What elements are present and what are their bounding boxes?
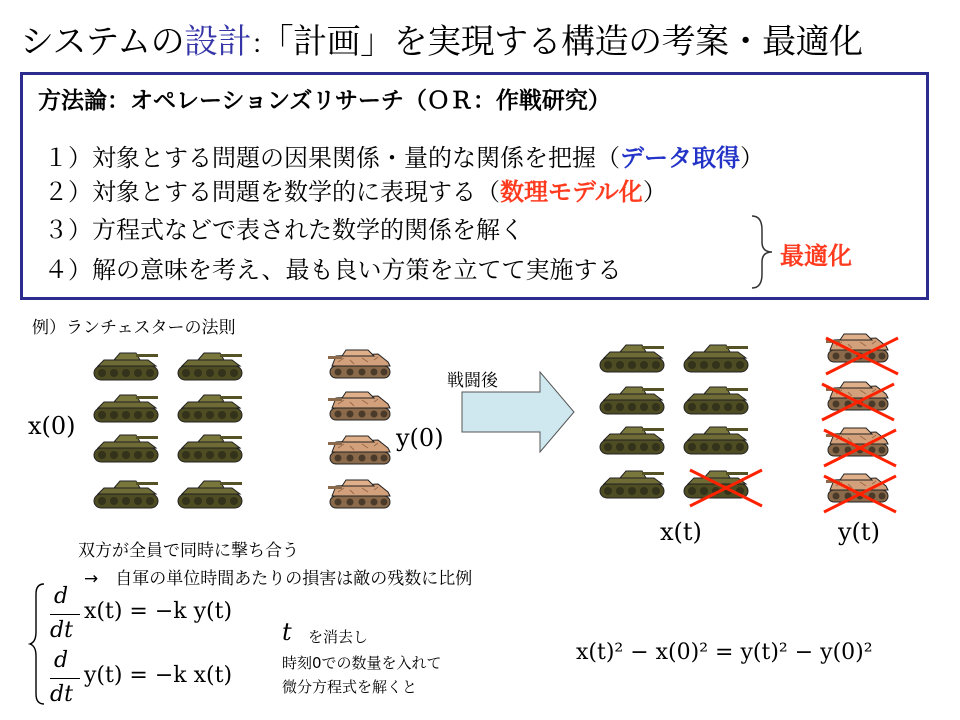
title-main: システムの: [20, 22, 185, 62]
yt-label: y(t): [838, 518, 880, 546]
elim-var: t: [282, 618, 292, 646]
eq1-fraction-bar: [50, 614, 80, 615]
step-1: １）対象とする問題の因果関係・量的な関係を把握（データ取得）: [44, 144, 764, 172]
caption-2: → 自軍の単位時間あたりの損害は敵の残数に比例: [84, 569, 473, 589]
eq1-dt: dt: [50, 618, 73, 643]
after-battle-label: 戦闘後: [447, 371, 498, 391]
step-2: ２）対象とする問題を数学的に表現する（数理モデル化）: [44, 178, 667, 206]
equation-1: x(t) = −k y(t): [84, 599, 233, 624]
elim-line-1: を消去し: [308, 628, 369, 646]
title-rest: 「計画」を実現する構造の考案・最適化: [276, 22, 863, 62]
tan-tanks-initial: [328, 350, 390, 508]
y0-label: y(0): [396, 424, 444, 452]
step-3: ３）方程式などで表された数学的関係を解く: [44, 216, 524, 244]
green-tanks-after: [600, 345, 762, 506]
tan-tanks-after: [822, 334, 898, 512]
eq2-dt: dt: [50, 682, 73, 707]
elim-line-2: 時刻0での数量を入れて: [282, 654, 442, 672]
title-sep: ：: [251, 30, 277, 60]
result-equation: x(t)² − x(0)² = y(t)² − y(0)²: [576, 640, 873, 665]
x0-label: x(0): [28, 412, 76, 440]
method-heading: 方法論：オペレーションズリサーチ（ＯＲ：作戦研究）: [38, 88, 611, 114]
xt-label: x(t): [660, 518, 702, 546]
step-4: ４）解の意味を考え、最も良い方策を立てて実施する: [44, 256, 622, 284]
eq1-d: d: [54, 584, 69, 609]
equation-2: y(t) = −k x(t): [84, 663, 233, 688]
eq2-d: d: [54, 648, 69, 673]
green-tanks-initial: [94, 353, 242, 508]
title-accent: 設計: [184, 22, 252, 62]
elim-line-3: 微分方程式を解くと: [282, 678, 418, 696]
optimization-label: 最適化: [780, 242, 852, 270]
left-brace: [28, 580, 48, 710]
example-label: 例）ランチェスターの法則: [32, 318, 236, 338]
caption-1: 双方が全員で同時に撃ち合う: [78, 541, 299, 561]
eq2-fraction-bar: [50, 678, 80, 679]
